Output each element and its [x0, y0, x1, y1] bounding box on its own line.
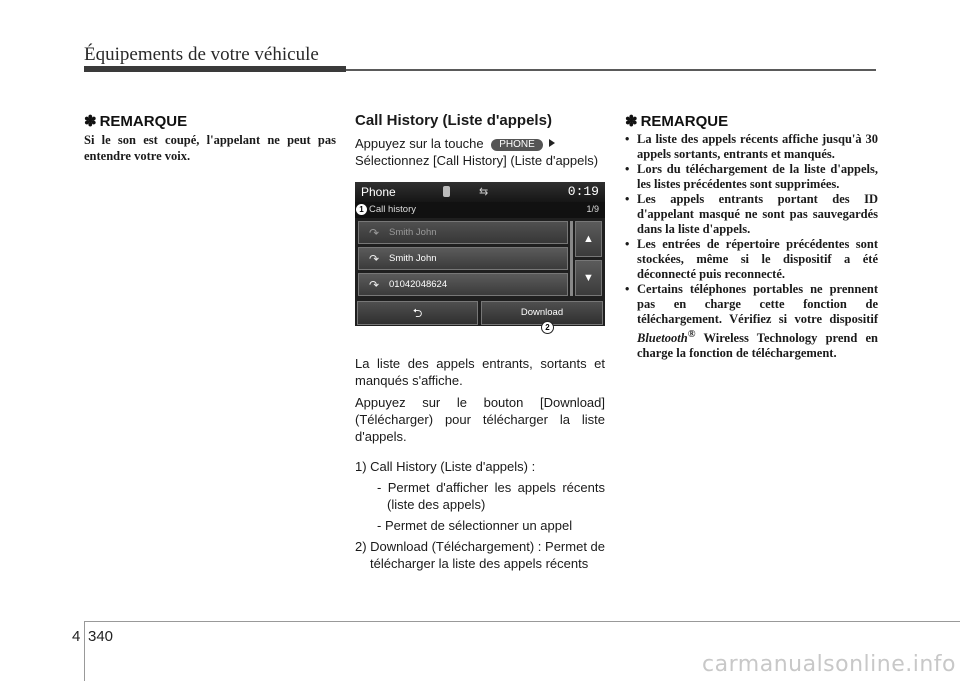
left-note-body: Si le son est coupé, l'appelant ne peut pas entendre votre voix.	[84, 133, 336, 163]
bluetooth-icon	[443, 186, 450, 197]
footer-divider	[84, 621, 85, 681]
scroll-up-button[interactable]: ▲	[575, 221, 602, 257]
asterisk-icon: ✽	[625, 113, 638, 130]
callout-2: 2	[541, 321, 554, 334]
screen-clock: 0:19	[567, 184, 599, 199]
download-button[interactable]: Download	[481, 301, 603, 325]
page-number: 340	[88, 628, 114, 645]
page-header-title: Équipements de votre véhicule	[84, 44, 319, 65]
list-item: • Certains téléphones portables ne prennent pas en charge cette fonction de téléchargement. Vérifiez si votre dispositif Bluetooth® Wireless Technology prend en charge la fonction de téléchargement.	[625, 282, 878, 361]
phone-screen-illustration	[355, 182, 605, 326]
description-paragraph-1: La liste des appels entrants, sortants et manqués s'affiche.	[355, 356, 605, 388]
call-history-section	[355, 112, 605, 169]
screen-subtitle: Call history	[369, 204, 416, 215]
description-paragraph-2: Appuyez sur le bouton [Download] (Télécharger) pour télécharger la liste d'appels.	[355, 395, 605, 444]
description-item-2: 2) Download (Téléchargement) : Permet de télécharger la liste des appels récents	[355, 539, 606, 571]
watermark: carmanualsonline.info	[702, 652, 956, 677]
list-item: • La liste des appels récents affiche jusqu'à 30 appels sortants, entrants et manqués.	[625, 132, 878, 161]
call-history-row[interactable]: ↷ Smith John	[358, 221, 568, 244]
screen-page-indicator: 1/9	[586, 204, 599, 214]
arrow-right-icon	[549, 139, 555, 147]
back-button[interactable]: ⮌	[357, 301, 478, 325]
right-note-list	[625, 132, 878, 361]
description-item-1-sub-1: - Permet d'afficher les appels récents (liste des appels)	[377, 480, 605, 512]
list-item: • Les entrées de répertoire précédentes sont stockées, même si le dispositif a été déconnecté puis reconnecté.	[625, 237, 878, 281]
left-note	[84, 112, 336, 164]
header-rule-dark	[84, 66, 346, 72]
call-history-description	[355, 355, 605, 576]
right-note	[625, 112, 878, 361]
phone-key-badge: PHONE	[491, 139, 543, 151]
screen-app-name: Phone	[361, 185, 396, 199]
call-history-title: Call History (Liste d'appels)	[355, 112, 552, 129]
right-note-title: ✽ REMARQUE	[625, 113, 729, 130]
outgoing-call-icon: ↷	[369, 278, 380, 292]
call-history-row[interactable]: ↷ Smith John	[358, 247, 568, 270]
outgoing-call-icon: ↷	[369, 226, 380, 240]
asterisk-icon: ✽	[84, 113, 97, 130]
footer-rule	[84, 621, 960, 622]
usb-icon: ⇆	[479, 186, 489, 198]
list-scrollbar[interactable]	[570, 221, 573, 296]
list-item: • Lors du téléchargement de la liste d'appels, les listes précédentes sont supprimées.	[625, 162, 878, 191]
chapter-number: 4	[72, 628, 81, 645]
callout-1: 1	[356, 204, 367, 215]
scroll-down-button[interactable]: ▼	[575, 260, 602, 296]
list-item: • Les appels entrants portant des ID d'appelant masqué ne sont pas sauvegardés dans la liste d'appels.	[625, 192, 878, 236]
call-history-instructions: Appuyez sur la touche PHONE Sélectionnez [Call History] (Liste d'appels)	[355, 136, 599, 168]
header-rule-light	[346, 69, 876, 71]
outgoing-call-icon: ↷	[369, 252, 380, 266]
description-item-1: 1) Call History (Liste d'appels) :	[355, 459, 536, 474]
call-history-row[interactable]: ↷ 01042048624	[358, 273, 568, 296]
description-item-1-sub-2: - Permet de sélectionner un appel	[377, 518, 573, 533]
left-note-title: ✽ REMARQUE	[84, 113, 188, 130]
